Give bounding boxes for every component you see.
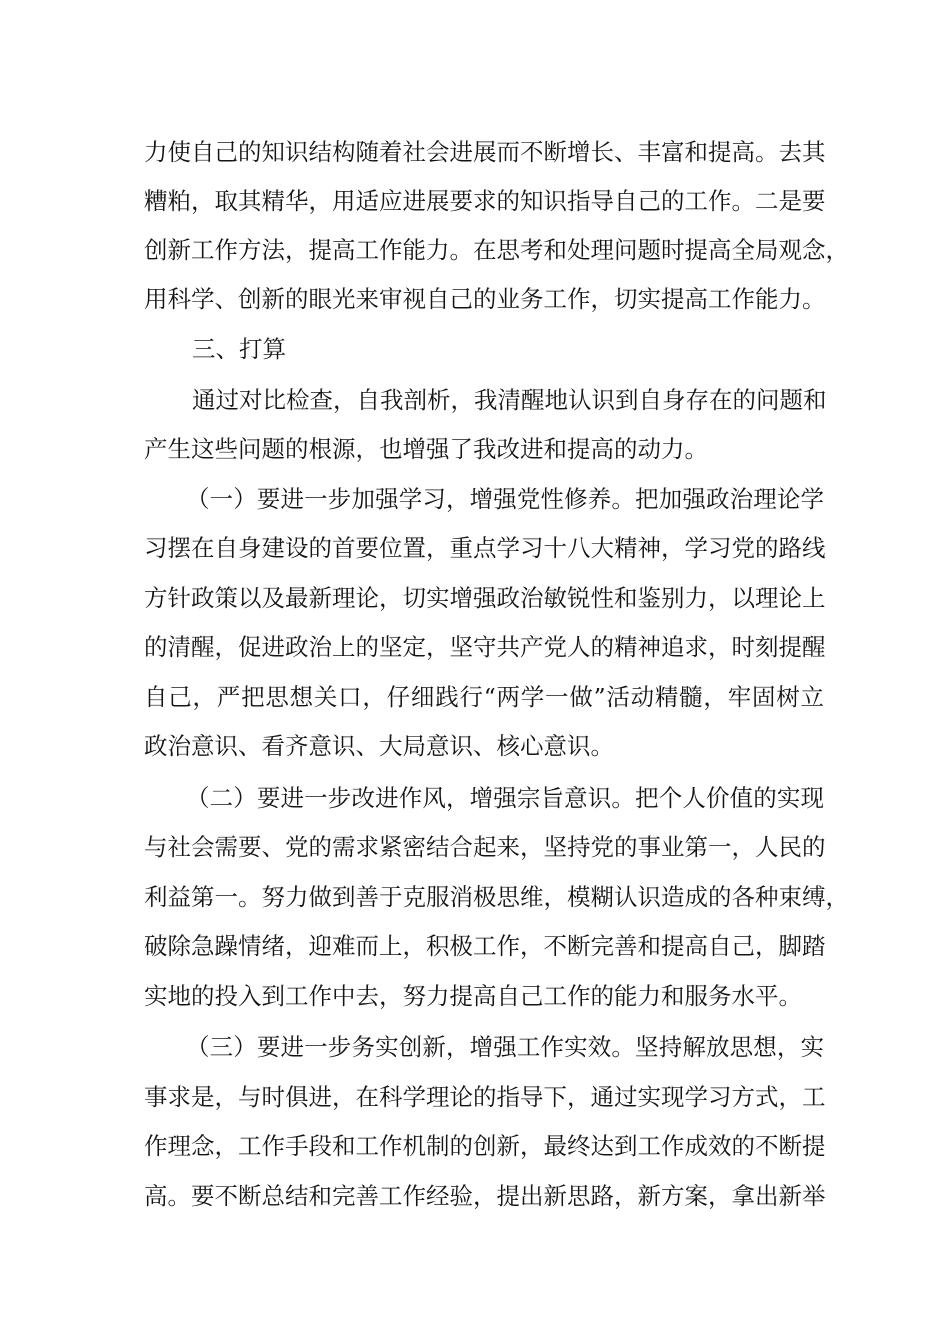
paragraph-line: 利益第一。努力做到善于克服消极思维，模糊认识造成的各种束缚， [144,883,849,911]
paragraph-line: （一）要进一步加强学习，增强党性修养。把加强政治理论学 [186,485,824,513]
paragraph-line: 的清醒，促进政治上的坚定，坚守共产党人的精神追求，时刻提醒 [144,633,826,661]
paragraph-line: 习摆在自身建设的首要位置，重点学习十八大精神，学习党的路线 [144,534,826,562]
paragraph-line: 糟粕，取其精华，用适应进展要求的知识指导自己的工作。二是要 [144,187,826,215]
paragraph-line: 力使自己的知识结构随着社会进展而不断增长、丰富和提高。去其 [144,138,826,166]
paragraph-line: 高。要不断总结和完善工作经验，提出新思路，新方案，拿出新举 [144,1182,826,1210]
paragraph-line: 作理念，工作手段和工作机制的创新，最终达到工作成效的不断提 [144,1132,826,1160]
paragraph-line: 自己，严把思想关口，仔细践行“两学一做”活动精髓，牢固树立 [144,683,824,711]
paragraph-line: 用科学、创新的眼光来审视自己的业务工作，切实提高工作能力。 [144,285,826,313]
paragraph-line: 破除急躁情绪，迎难而上，积极工作，不断完善和提高自己，脚踏 [144,932,826,960]
paragraph-line: 创新工作方法，提高工作能力。在思考和处理问题时提高全局观念， [144,236,849,264]
paragraph-line: 方针政策以及最新理论，切实增强政治敏锐性和鉴别力，以理论上 [144,584,826,612]
paragraph-line: 与社会需要、党的需求紧密结合起来，坚持党的事业第一，人民的 [144,833,826,861]
paragraph-line: 实地的投入到工作中去，努力提高自己工作的能力和服务水平。 [144,982,802,1010]
section-heading: 三、打算 [192,335,286,363]
paragraph-line: 产生这些问题的根源，也增强了我改进和提高的动力。 [144,435,708,463]
paragraph-line: （二）要进一步改进作风，增强宗旨意识。把个人价值的实现 [186,784,824,812]
paragraph-line: 事求是，与时俱进，在科学理论的指导下，通过实现学习方式，工 [144,1083,826,1111]
paragraph-line: 政治意识、看齐意识、大局意识、核心意识。 [144,732,614,760]
paragraph-line: （三）要进一步务实创新，增强工作实效。坚持解放思想，实 [186,1033,824,1061]
paragraph-line: 通过对比检查，自我剖析，我清醒地认识到自身存在的问题和 [192,386,827,414]
